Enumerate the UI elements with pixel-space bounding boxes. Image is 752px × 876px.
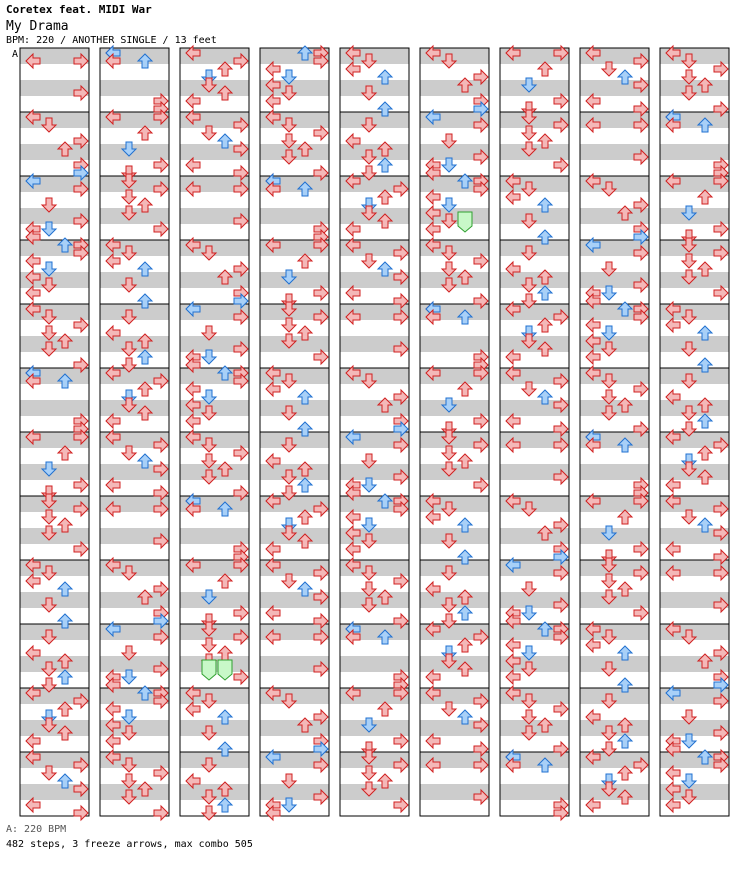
chart-info: BPM: 220 / ANOTHER SINGLE / 13 feet — [6, 35, 217, 46]
footer-stats: 482 steps, 3 freeze arrows, max combo 505 — [6, 839, 253, 850]
footer-bpm: A: 220 BPM — [6, 824, 67, 835]
artist-name: Coretex feat. MIDI War — [6, 3, 152, 16]
section-marker: A — [12, 49, 19, 60]
song-title: My Drama — [6, 19, 69, 34]
